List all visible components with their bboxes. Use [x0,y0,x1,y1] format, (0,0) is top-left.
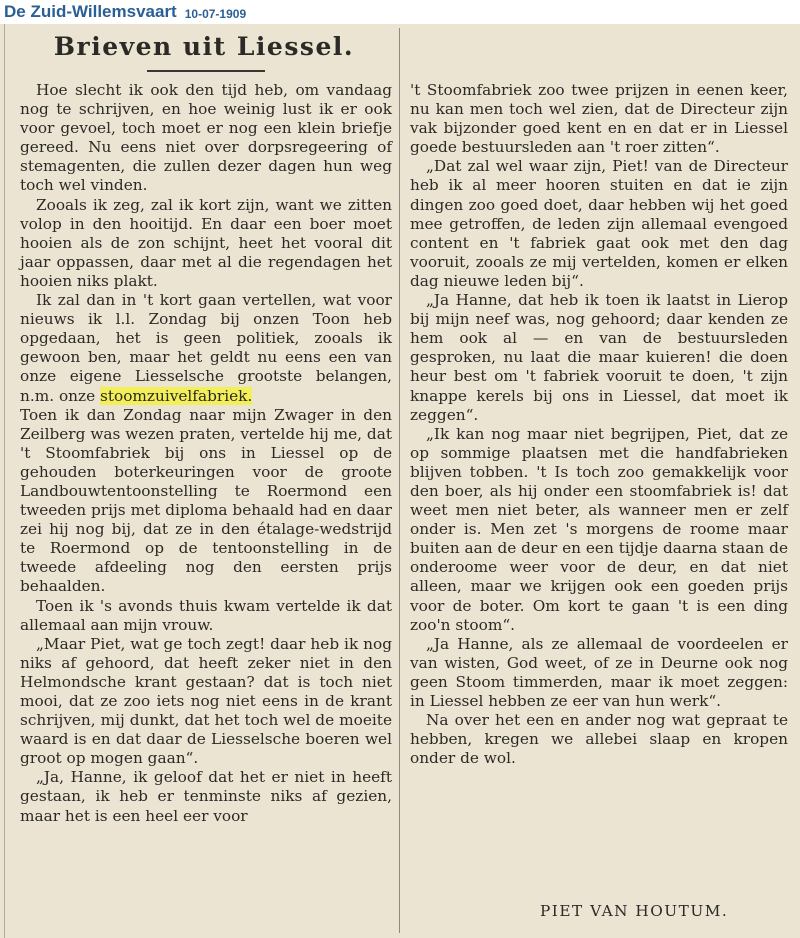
paragraph: 't Stoomfabriek zoo twee prijzen in eenen keer, nu kan men toch wel zien, dat de Directeur zijn vak bijzonder goed kent en en dat er in Liessel goede bestuursleden aan 't roer zitten“. [410,81,788,157]
newspaper-name: De Zuid-Willemsvaart [4,2,177,21]
paragraph: Toen ik dan Zondag naar mijn Zwager in den Zeilberg was wezen praten, vertelde hij me, dat 't Stoomfabriek bij ons in Liessel op de gehouden boterkeuringen voor de groote Landbouwtentoonstelling te Roermond een tweeden prijs met diploma behaald had en daar zei hij nog bij, dat ze in den étalage-wedstrijd te Roermond op de tentoonstelling in de tweede afdeeling nog den eersten prijs behaalden. [20,405,392,596]
paragraph-text: Ik zal dan in 't kort gaan vertellen, wat voor nieuws ik l.l. Zondag bij onzen Toon heb opgedaan, het is geen politiek, zooals ik gewoon ben, maar het geldt nu eens een van onze eigene Liesselsche grootste belangen, n.m. onze [20,291,392,405]
paragraph: Toen ik 's avonds thuis kwam vertelde ik dat allemaal aan mijn vrouw. [20,596,392,634]
paragraph: „Dat zal wel waar zijn, Piet! van de Directeur heb ik al meer hooren stuiten en dat ie zijn dingen zoo goed doet, daar hebben wij het goed mee getroffen, de leden zijn allemaal evengoed content en 't fabriek gaat ook met den dag vooruit, zooals ze mij vertelden, komen er elken dag nieuwe leden bij“. [410,157,788,290]
page-header [0,0,800,24]
column-divider [399,28,400,933]
author-signature: PIET VAN HOUTUM. [540,902,729,920]
scan-edge [4,24,5,938]
paragraph: „Ja Hanne, als ze allemaal de voordeelen er van wisten, God weet, of ze in Deurne ook nog geen Stoom timmerden, maar ik moet zeggen: in Liessel hebben ze eer van hun werk“. [410,634,788,710]
paragraph: „Ja Hanne, dat heb ik toen ik laatst in Lierop bij mijn neef was, nog gehoord; daar kenden ze hem ook al — en van de bestuursleden gesproken, nu laat die maar kuieren! die doen heur best om 't fabriek vooruit te doen, 't zijn knappe kerels bij ons in Liessel, dat moet ik zeggen“. [410,291,788,424]
right-column [410,81,788,768]
article-title: Brieven uit Liessel. [53,32,355,61]
paragraph: „Maar Piet, wat ge toch zegt! daar heb ik nog niks af gehoord, dat heeft zeker niet in den Helmondsche krant gestaan? dat is toch niet mooi, dat ze zoo iets nog niet eens in de krant schrijven, mij dunkt, dat het toch wel de moeite waard is en dat daar de Liesselsche boeren wel groot op mogen gaan“. [20,634,392,768]
paragraph [20,291,392,406]
paragraph: Zooals ik zeg, zal ik kort zijn, want we zitten volop in den hooitijd. En daar een boer moet hooien als de zon schijnt, heet het vooral dit jaar oppassen, daar met al die regendagen het hooien niks plakt. [20,195,392,290]
paragraph: „Ik kan nog maar niet begrijpen, Piet, dat ze op sommige plaatsen met die handfabrieken blijven tobben. 't Is toch zoo gemakkelijk voor den boer, als hij onder een stoomfabriek is! dat weet men niet beter, als wanneer men er zelf onder is. Men zet 's morgens de roome maar buiten aan de deur en een tijdje daarna staan de onderoome weer voor de deur, en dat niet alleen, maar we krijgen ook een goeden prijs voor de boter. Om kort te gaan 't is een ding zoo'n stoom“. [410,424,788,634]
publication-date: 10-07-1909 [184,6,247,21]
title-underline [147,70,265,72]
newspaper-scan [0,24,800,938]
paragraph: Hoe slecht ik ook den tijd heb, om vandaag nog te schrijven, en hoe weinig lust ik er ook voor gevoel, toch moet er nog een klein briefje gereed. Nu eens niet over dorpsregeering of stemagenten, die zullen dezer dagen hun weg toch wel vinden. [20,81,392,195]
left-column [20,81,392,826]
paragraph: Na over het een en ander nog wat gepraat te hebben, kregen we allebei slaap en kropen onder de wol. [410,711,788,768]
paragraph: „Ja, Hanne, ik geloof dat het er niet in heeft gestaan, ik heb er tenminste niks af gezien, maar het is een heel eer voor [20,768,392,825]
highlighted-term: stoomzuivelfabriek. [100,386,253,405]
